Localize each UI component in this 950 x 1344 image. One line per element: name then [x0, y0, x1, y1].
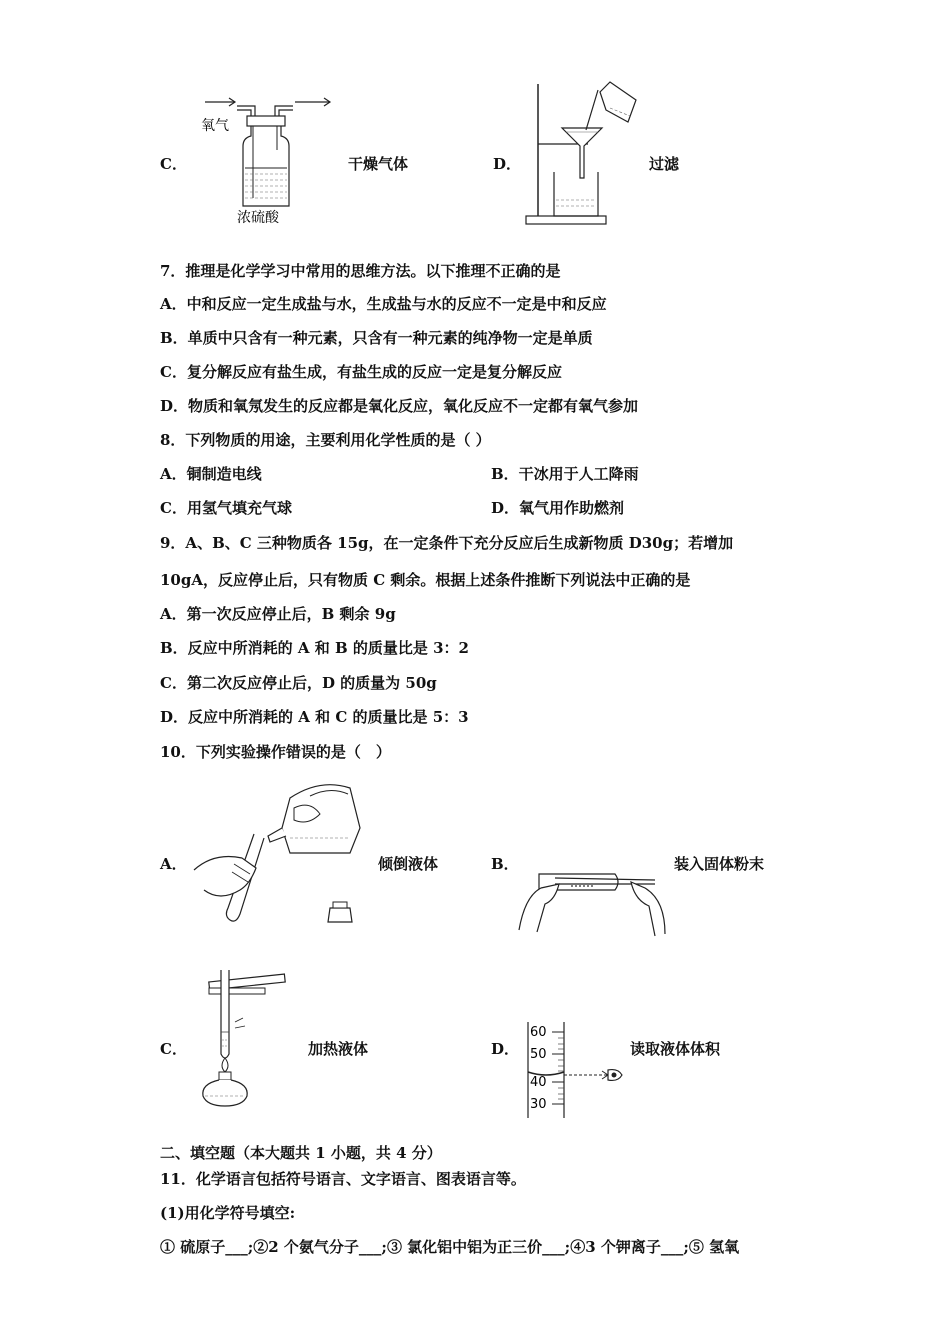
- pouring-liquid-figure: [190, 778, 370, 928]
- heating-liquid-figure: [195, 962, 295, 1112]
- q9-stem-line2: 10gA，反应停止后，只有物质 C 剩余。根据上述条件推断下列说法中正确的是: [160, 571, 691, 589]
- q11-stem: 11．化学语言包括符号语言、文字语言、图表语言等。: [160, 1170, 526, 1188]
- q8-option-d: D．氧气用作助燃剂: [491, 499, 625, 517]
- q8-stem: 8．下列物质的用途，主要利用化学性质的是（ ）: [160, 431, 491, 449]
- oxygen-label: 氧气: [201, 118, 229, 134]
- option-c-caption: 干燥气体: [348, 155, 409, 173]
- option-c-label: C．: [160, 155, 187, 173]
- q7-option-d: D．物质和氧氖发生的反应都是氧化反应，氧化反应不一定都有氧气参加: [160, 397, 639, 415]
- sulfuric-acid-label: 浓硫酸: [237, 210, 279, 226]
- q10-b-caption: 装入固体粉末: [674, 855, 765, 873]
- q9-stem-line1: 9．A、B、C 三种物质各 15g，在一定条件下充分反应后生成新物质 D30g；若增加: [160, 534, 734, 552]
- q7-option-b: B．单质中只含有一种元素，只含有一种元素的纯净物一定是单质: [160, 329, 593, 347]
- q7-option-c: C．复分解反应有盐生成，有盐生成的反应一定是复分解反应: [160, 363, 562, 381]
- q9-option-d: D．反应中所消耗的 A 和 C 的质量比是 5：3: [160, 708, 469, 726]
- option-d-caption: 过滤: [649, 155, 680, 173]
- q10-a-caption: 倾倒液体: [378, 855, 439, 873]
- q7-stem: 7．推理是化学学习中常用的思维方法。以下推理不正确的是: [160, 262, 561, 280]
- q10-c-caption: 加热液体: [308, 1040, 369, 1058]
- cylinder-tick-30: 30: [530, 1097, 547, 1112]
- q10-c-label: C．: [160, 1040, 187, 1058]
- q10-d-caption: 读取液体体积: [630, 1040, 721, 1058]
- q9-option-b: B．反应中所消耗的 A 和 B 的质量比是 3：2: [160, 639, 469, 657]
- q10-b-label: B．: [491, 855, 519, 873]
- cylinder-tick-50: 50: [530, 1047, 547, 1062]
- q8-option-c: C．用氢气填充气球: [160, 499, 292, 517]
- cylinder-tick-60: 60: [530, 1025, 547, 1040]
- graduated-cylinder-figure: [522, 1020, 632, 1120]
- q8-option-b: B．干冰用于人工降雨: [491, 465, 639, 483]
- q10-stem: 10．下列实验操作错误的是（ ）: [160, 743, 391, 761]
- gas-drying-bottle-figure: [195, 88, 345, 228]
- adding-powder-figure: [515, 860, 675, 940]
- q10-d-label: D．: [491, 1040, 520, 1058]
- q11-sub: (1)用化学符号填空:: [160, 1204, 296, 1222]
- q11-line: ① 硫原子___;②2 个氨气分子___;③ 氯化铝中铝为正三价___;④3 个钾离子___;⑤ 氢氧: [160, 1238, 740, 1256]
- filtration-figure: [518, 80, 648, 230]
- section2-heading: 二、填空题（本大题共 1 小题，共 4 分）: [160, 1144, 442, 1162]
- q10-a-label: A．: [160, 855, 187, 873]
- option-d-label: D．: [493, 155, 522, 173]
- q9-option-a: A．第一次反应停止后，B 剩余 9g: [160, 605, 396, 623]
- q9-option-c: C．第二次反应停止后，D 的质量为 50g: [160, 674, 437, 692]
- cylinder-tick-40: 40: [530, 1075, 547, 1090]
- q7-option-a: A．中和反应一定生成盐与水，生成盐与水的反应不一定是中和反应: [160, 295, 607, 313]
- q8-option-a: A．铜制造电线: [160, 465, 262, 483]
